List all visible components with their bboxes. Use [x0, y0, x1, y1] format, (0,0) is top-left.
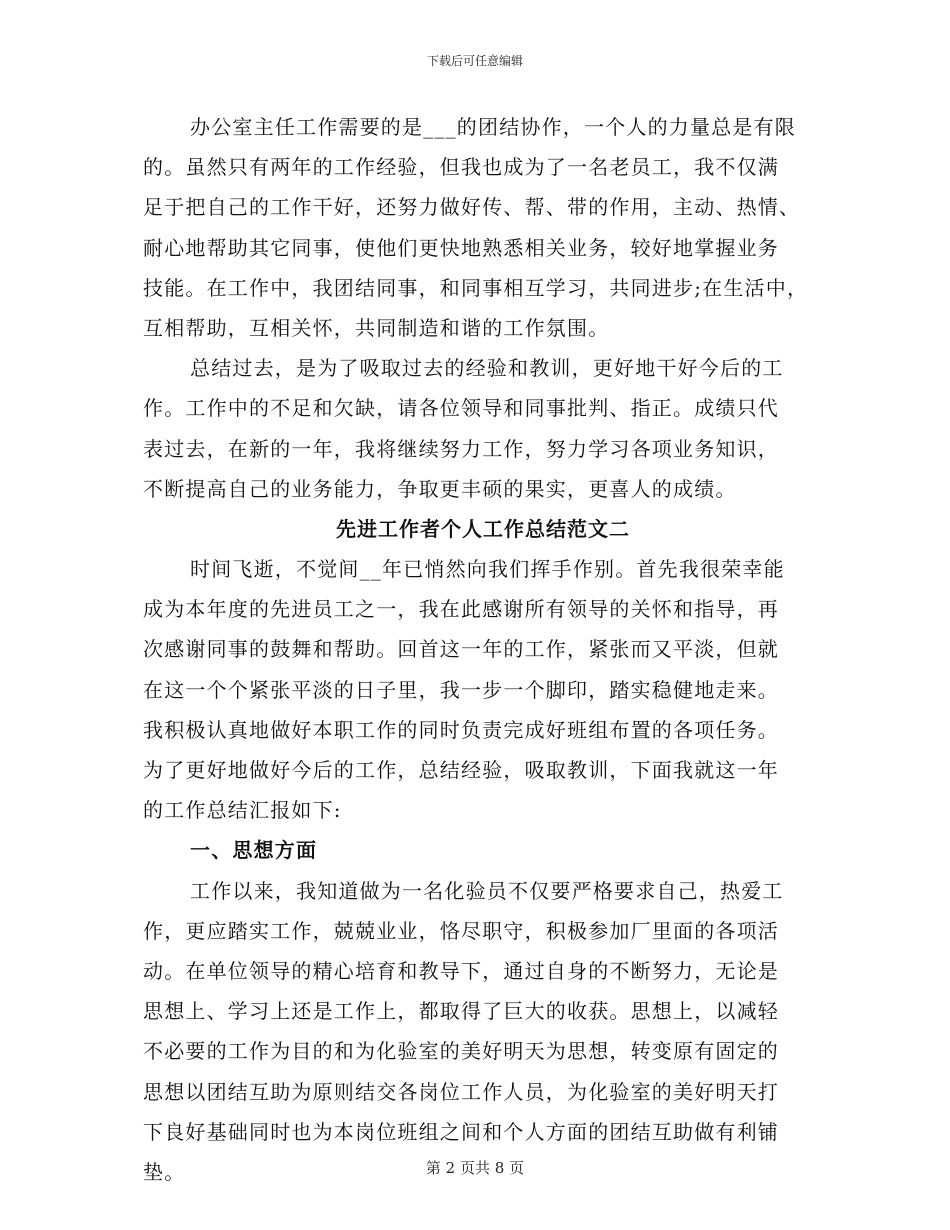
page-header-note: 下载后可任意编辑: [426, 54, 523, 68]
paragraph-line: 办公室主任工作需要的是___的团结协作，一个人的力量总是有限: [190, 115, 796, 139]
paragraph-line: 作，更应踏实工作，兢兢业业，恪尽职守，积极参加厂里面的各项活: [143, 918, 779, 943]
section-heading: 一、思想方面: [190, 838, 318, 863]
paragraph-line: 成为本年度的先进员工之一，我在此感谢所有领导的关怀和指导，再: [143, 597, 779, 622]
paragraph-line: 足于把自己的工作干好，还努力做好传、帮、带的作用，主动、热情、: [143, 195, 801, 220]
paragraph-line: 次感谢同事的鼓舞和帮助。回首这一年的工作，紧张而又平淡，但就: [143, 637, 779, 662]
paragraph-line: 不断提高自己的业务能力，争取更丰硕的果实，更喜人的成绩。: [143, 476, 737, 501]
paragraph-line: 动。在单位领导的精心培育和教导下，通过自身的不断努力，无论是: [143, 958, 779, 983]
paragraph-line: 表过去，在新的一年，我将继续努力工作，努力学习各项业务知识，: [143, 436, 779, 461]
paragraph-line: 在这一个个紧张平淡的日子里，我一步一个脚印，踏实稳健地走来。: [143, 677, 779, 702]
paragraph-line: 耐心地帮助其它同事，使他们更快地熟悉相关业务，较好地掌握业务: [143, 235, 779, 260]
paragraph-line: 互相帮助，互相关怀，共同制造和谐的工作氛围。: [143, 315, 610, 340]
paragraph-line: 为了更好地做好今后的工作，总结经验，吸取教训，下面我就这一年: [143, 758, 779, 782]
paragraph-line: 总结过去，是为了吸取过去的经验和教训，更好地干好今后的工: [190, 356, 784, 381]
paragraph-line: 垫。: [143, 1159, 186, 1184]
article-title: 先进工作者个人工作总结范文二: [336, 516, 630, 541]
paragraph-line: 思想以团结互助为原则结交各岗位工作人员，为化验室的美好明天打: [143, 1079, 779, 1104]
document-body: [143, 107, 823, 1192]
paragraph-line: 思想上、学习上还是工作上，都取得了巨大的收获。思想上，以减轻: [143, 999, 779, 1024]
page-footer-number: 第 2 页共 8 页: [425, 1159, 525, 1177]
paragraph-line: 的工作总结汇报如下:: [143, 798, 342, 823]
paragraph-line: 工作以来，我知道做为一名化验员不仅要严格要求自己，热爱工: [190, 878, 784, 903]
paragraph-line: 下良好基础同时也为本岗位班组之间和个人方面的团结互助做有利铺: [143, 1119, 779, 1144]
paragraph-line: 作。工作中的不足和欠缺，请各位领导和同事批判、指正。成绩只代: [143, 396, 779, 421]
paragraph-line: 技能。在工作中，我团结同事，和同事相互学习，共同进步;在生活中，: [143, 275, 809, 300]
paragraph-line: 不必要的工作为目的和为化验室的美好明天为思想，转变原有固定的: [143, 1039, 779, 1064]
paragraph-line: 的。虽然只有两年的工作经验，但我也成为了一名老员工，我不仅满: [143, 155, 779, 180]
paragraph-line: 时间飞逝，不觉间__年已悄然向我们挥手作别。首先我很荣幸能: [190, 557, 785, 582]
paragraph-line: 我积极认真地做好本职工作的同时负责完成好班组布置的各项任务。: [143, 717, 779, 742]
